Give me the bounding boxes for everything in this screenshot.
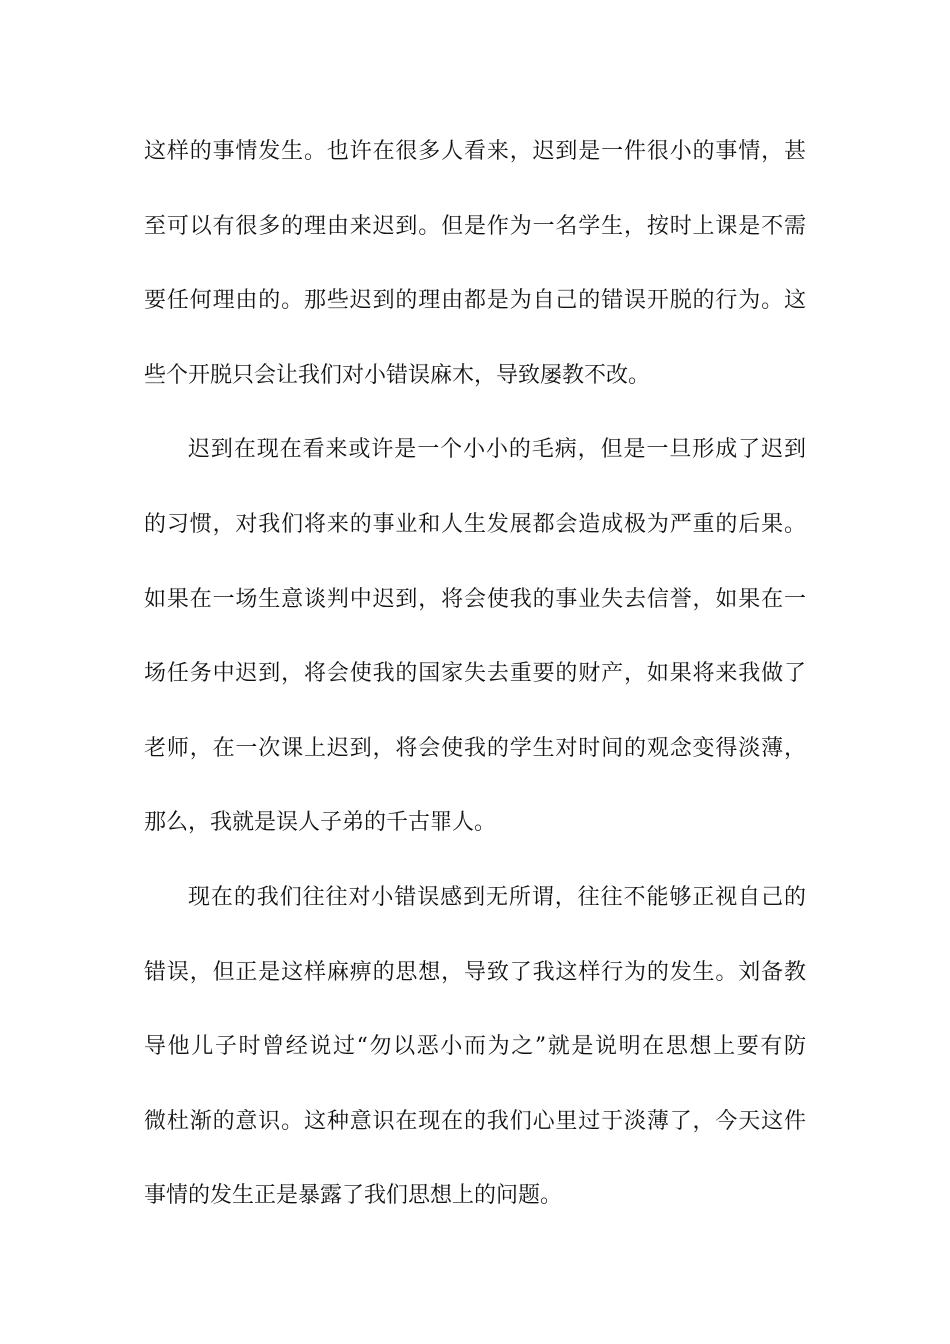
text-line: 现在的我们往往对小错误感到无所谓，往往不能够正视自己的 bbox=[188, 884, 806, 910]
document-body bbox=[144, 124, 806, 1243]
text-line: 场任务中迟到，将会使我的国家失去重要的财产，如果将来我做了 bbox=[144, 661, 806, 687]
text-line: 要任何理由的。那些迟到的理由都是为自己的错误开脱的行为。这 bbox=[144, 288, 806, 314]
text-line: 如果在一场生意谈判中迟到，将会使我的事业失去信誉，如果在一 bbox=[144, 586, 806, 612]
text-line: 事情的发生正是暴露了我们思想上的问题。 bbox=[144, 1183, 563, 1209]
text-line: 些个开脱只会让我们对小错误麻木，导致屡教不改。 bbox=[144, 362, 651, 388]
text-line: 迟到在现在看来或许是一个小小的毛病，但是一旦形成了迟到 bbox=[188, 437, 806, 463]
text-line: 至可以有很多的理由来迟到。但是作为一名学生，按时上课是不需 bbox=[144, 213, 806, 239]
text-line: 错误，但正是这样麻痹的思想，导致了我这样行为的发生。刘备教 bbox=[144, 959, 806, 985]
text-line: 那么，我就是误人子弟的千古罪人。 bbox=[144, 810, 497, 836]
text-line: 导他儿子时曾经说过“勿以恶小而为之”就是说明在思想上要有防 bbox=[144, 1034, 806, 1060]
text-line: 这样的事情发生。也许在很多人看来，迟到是一件很小的事情，甚 bbox=[144, 139, 806, 164]
text-line: 微杜渐的意识。这种意识在现在的我们心里过于淡薄了，今天这件 bbox=[144, 1108, 806, 1134]
text-line: 老师，在一次课上迟到，将会使我的学生对时间的观念变得淡薄， bbox=[144, 735, 806, 761]
text-line: 的习惯，对我们将来的事业和人生发展都会造成极为严重的后果。 bbox=[144, 511, 806, 537]
